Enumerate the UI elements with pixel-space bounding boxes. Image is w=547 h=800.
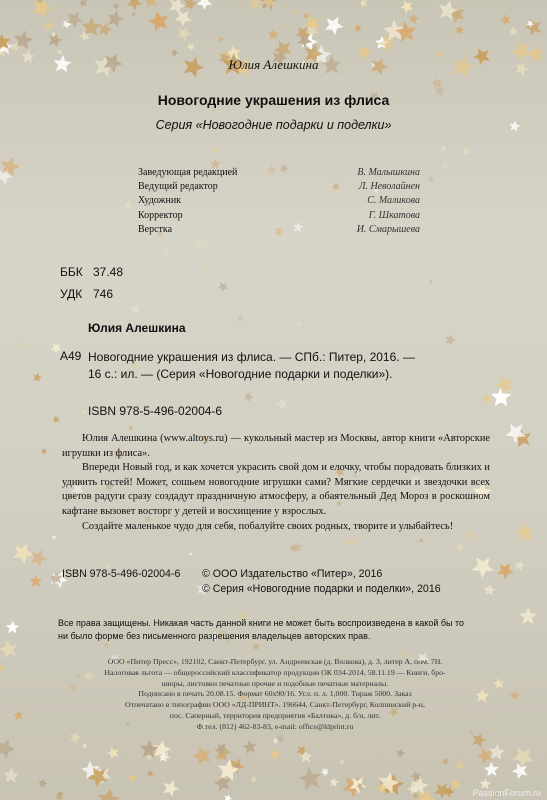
- star-decoration: [131, 11, 137, 17]
- author-name-catalog: Юлия Алешкина: [88, 321, 186, 335]
- author-name-top: Юлия Алешкина: [228, 57, 319, 72]
- star-decoration: [477, 748, 492, 764]
- star-decoration: [252, 642, 261, 650]
- star-decoration: [428, 279, 433, 284]
- star-decoration: [128, 425, 133, 431]
- star-decoration: [142, 0, 158, 8]
- copyright-publisher: © ООО Издательство «Питер», 2016: [202, 568, 383, 580]
- credit-role: Заведующая редакцией: [138, 167, 238, 178]
- star-decoration: [250, 776, 257, 783]
- star-decoration: [33, 0, 53, 18]
- star-decoration: [13, 543, 34, 564]
- star-decoration: [52, 416, 60, 424]
- star-decoration: [171, 49, 179, 57]
- imprint-line: Подписано в печать 20.08.15. Формат 60х90/16. Усл. п. л. 1,000. Тираж 5000. Заказ: [138, 689, 412, 699]
- star-decoration: [0, 739, 15, 760]
- star-decoration: [491, 387, 511, 406]
- star-decoration: [70, 731, 82, 743]
- annotation: [62, 432, 490, 534]
- credit-name: С. Маликова: [367, 195, 420, 207]
- star-decoration: [512, 763, 528, 779]
- credit-name: Г. Шкатова: [368, 209, 420, 221]
- imprint-line: ООО «Питер Пресс», 192102, Санкт-Петербург, ул. Андреевская (д. Волкова), д. 3, литер А, пом. 7Н.: [107, 657, 443, 666]
- star-decoration: [472, 557, 494, 578]
- credits-block: [138, 166, 420, 237]
- star-decoration: [184, 0, 197, 11]
- star-decoration: [6, 621, 19, 634]
- catalog-code: А49: [60, 349, 82, 363]
- star-decoration: [41, 449, 47, 455]
- credit-row: [138, 194, 420, 208]
- star-decoration: [482, 394, 492, 404]
- imprint-line: Налоговая льгота — общероссийский классификатор продукции ОК 034-2014, 58.11.19 — Книги, бро-: [104, 667, 446, 677]
- bbk-value: 37.48: [93, 265, 124, 279]
- credit-row: [138, 166, 420, 180]
- biblio-line: Новогодние украшения из флиса. — СПб.: Питер, 2016. —: [88, 350, 415, 364]
- star-decoration: [163, 248, 170, 255]
- credit-role: Художник: [138, 195, 182, 207]
- star-decoration: [267, 28, 279, 39]
- star-decoration: [81, 410, 86, 415]
- imprint-line: пос. Саперный, территория предприятия «Балтика», д. б/н, лит.: [169, 710, 381, 720]
- star-decoration: [192, 746, 211, 765]
- star-decoration: [472, 733, 486, 748]
- star-decoration: [276, 734, 286, 744]
- star-decoration: [524, 19, 541, 37]
- star-decoration: [299, 768, 321, 790]
- star-decoration: [456, 26, 465, 35]
- star-decoration: [19, 341, 25, 347]
- star-decoration: [43, 20, 54, 31]
- star-decoration: [187, 43, 195, 51]
- star-decoration: [189, 552, 193, 556]
- star-decoration: [213, 147, 219, 153]
- star-decoration: [493, 678, 504, 689]
- star-decoration: [276, 398, 288, 411]
- star-decoration: [218, 282, 229, 293]
- credit-role: Верстка: [138, 223, 173, 235]
- annotation-paragraph: Создайте маленькое чудо для себя, побалуйте своих родных, творите и улыбайтесь!: [82, 520, 454, 532]
- star-decoration: [339, 759, 345, 765]
- star-decoration: [0, 665, 4, 672]
- star-decoration: [123, 200, 132, 209]
- star-decoration: [56, 49, 63, 56]
- star-decoration: [29, 574, 42, 587]
- credit-name: И. Смарышева: [356, 223, 420, 235]
- star-decoration: [497, 563, 514, 579]
- star-decoration: [519, 607, 537, 624]
- star-decoration: [515, 523, 535, 543]
- star-decoration: [13, 710, 23, 720]
- star-decoration: [455, 760, 466, 771]
- star-decoration: [175, 10, 192, 26]
- star-decoration: [450, 778, 462, 791]
- star-decoration: [441, 162, 449, 170]
- star-decoration: [148, 11, 168, 31]
- star-decoration: [33, 372, 43, 382]
- imprint-block: [60, 657, 490, 733]
- annotation-paragraph: Впереди Новый год, и как хочется украсить свой дом и елочку, чтобы порадовать близких и удивить гостей! Может, сошьем новогодние игрушки сами? Мягкие сердечки и звездочки всех цветов радуги сразу создадут праздничную атмосферу, а обаятельный Дед Мороз в роскошном кафтане вызовет восторг у детей и восхищение у взрослых.: [62, 462, 490, 517]
- star-decoration: [237, 315, 244, 322]
- udk-line: [60, 287, 114, 301]
- rights-line: ни было форме без письменного разрешения владельцев авторских прав.: [58, 631, 371, 641]
- credit-name: Л. Неволайнен: [358, 181, 420, 193]
- star-decoration: [107, 747, 118, 759]
- credit-row: [138, 223, 420, 237]
- star-decoration: [130, 304, 140, 315]
- star-decoration: [455, 554, 459, 558]
- star-decoration: [224, 794, 232, 800]
- star-decoration: [484, 584, 496, 596]
- star-decoration: [329, 777, 339, 786]
- star-decoration: [512, 747, 534, 768]
- imprint-line: Ф.тел. (812) 462-83-83, e-mail: office@ldprint.ru: [196, 721, 354, 731]
- star-decoration: [49, 33, 63, 48]
- credit-role: Ведущий редактор: [138, 181, 218, 193]
- star-decoration: [397, 749, 405, 758]
- star-decoration: [247, 0, 262, 12]
- star-decoration: [127, 0, 142, 11]
- star-decoration: [128, 773, 137, 782]
- star-decoration: [462, 148, 471, 157]
- biblio-line: 16 с.: ил. — (Серия «Новогодние подарки и поделки»).: [88, 367, 393, 381]
- isbn-bottom: ISBN 978-5-496-02004-6: [62, 568, 181, 580]
- star-decoration: [291, 9, 297, 15]
- star-decoration: [243, 740, 257, 754]
- star-decoration: [400, 1, 413, 14]
- star-decoration: [163, 780, 179, 797]
- star-decoration: [219, 37, 225, 43]
- star-decoration: [409, 13, 420, 24]
- star-decoration: [508, 26, 518, 36]
- star-decoration: [303, 13, 309, 20]
- star-decoration: [515, 560, 525, 571]
- star-decoration: [82, 743, 88, 749]
- star-decoration: [325, 17, 344, 36]
- star-decoration: [442, 758, 449, 765]
- udk-label: УДК: [60, 287, 83, 301]
- star-decoration: [489, 744, 506, 760]
- annotation-paragraph: Юлия Алешкина (www.altoys.ru) — кукольный мастер из Москвы, автор книги «Авторские игрушки из флиса».: [62, 433, 490, 459]
- star-decoration: [269, 748, 281, 760]
- star-decoration: [346, 536, 358, 547]
- imprint-line: шюры, листовки печатные прочие и подобные печатные материалы.: [161, 678, 389, 688]
- star-decoration: [272, 738, 278, 744]
- bbk-label: ББК: [60, 265, 83, 279]
- star-decoration: [108, 11, 124, 28]
- star-decoration: [244, 392, 254, 402]
- star-decoration: [3, 767, 20, 783]
- star-decoration: [359, 0, 367, 8]
- star-decoration: [31, 550, 48, 567]
- star-decoration: [439, 145, 447, 153]
- star-decoration: [0, 640, 17, 659]
- star-decoration: [177, 27, 191, 41]
- credit-name: В. Малышкина: [357, 167, 420, 178]
- star-decoration: [200, 265, 207, 272]
- star-decoration: [169, 0, 186, 14]
- star-decoration: [510, 690, 520, 700]
- star-decoration: [456, 542, 466, 552]
- copyright-series: © Серия «Новогодние подарки и поделки», 2016: [202, 583, 441, 595]
- star-decoration: [296, 320, 303, 328]
- star-decoration: [413, 793, 419, 799]
- watermark: PassionForum.ru: [472, 788, 541, 798]
- star-decoration: [395, 21, 416, 42]
- star-decoration: [416, 789, 435, 800]
- bibliographic-record: [88, 349, 468, 383]
- credit-row: [138, 180, 420, 194]
- star-decoration: [51, 534, 57, 540]
- star-decoration: [484, 762, 499, 777]
- star-decoration: [98, 788, 121, 800]
- star-decoration: [428, 176, 435, 183]
- star-decoration: [78, 0, 88, 7]
- star-decoration: [113, 3, 120, 10]
- star-decoration: [445, 334, 456, 345]
- star-decoration: [39, 779, 48, 789]
- star-decoration: [99, 22, 113, 37]
- star-decoration: [419, 538, 424, 543]
- rights-notice: [58, 617, 498, 643]
- star-decoration: [499, 14, 511, 26]
- star-decoration: [197, 0, 213, 10]
- isbn-main: ISBN 978-5-496-02004-6: [88, 404, 223, 418]
- star-decoration: [321, 768, 329, 776]
- credit-row: [138, 209, 420, 223]
- series-name: Серия «Новогодние подарки и поделки»: [155, 118, 392, 132]
- star-decoration: [495, 376, 513, 395]
- book-title: Новогодние украшения из флиса: [157, 92, 390, 108]
- star-decoration: [147, 770, 155, 778]
- udk-value: 746: [93, 287, 114, 301]
- star-decoration: [354, 24, 362, 32]
- rights-line: Все права защищены. Никакая часть данной книги не может быть воспроизведена в какой бы то: [58, 618, 464, 628]
- imprint-line: Отпечатано в типографии ООО «ЛД-ПРИНТ». 196644, Санкт-Петербург, Колпинский р-н,: [125, 700, 425, 710]
- star-decoration: [193, 237, 205, 249]
- bbk-line: [60, 265, 124, 279]
- credit-role: Корректор: [138, 209, 183, 221]
